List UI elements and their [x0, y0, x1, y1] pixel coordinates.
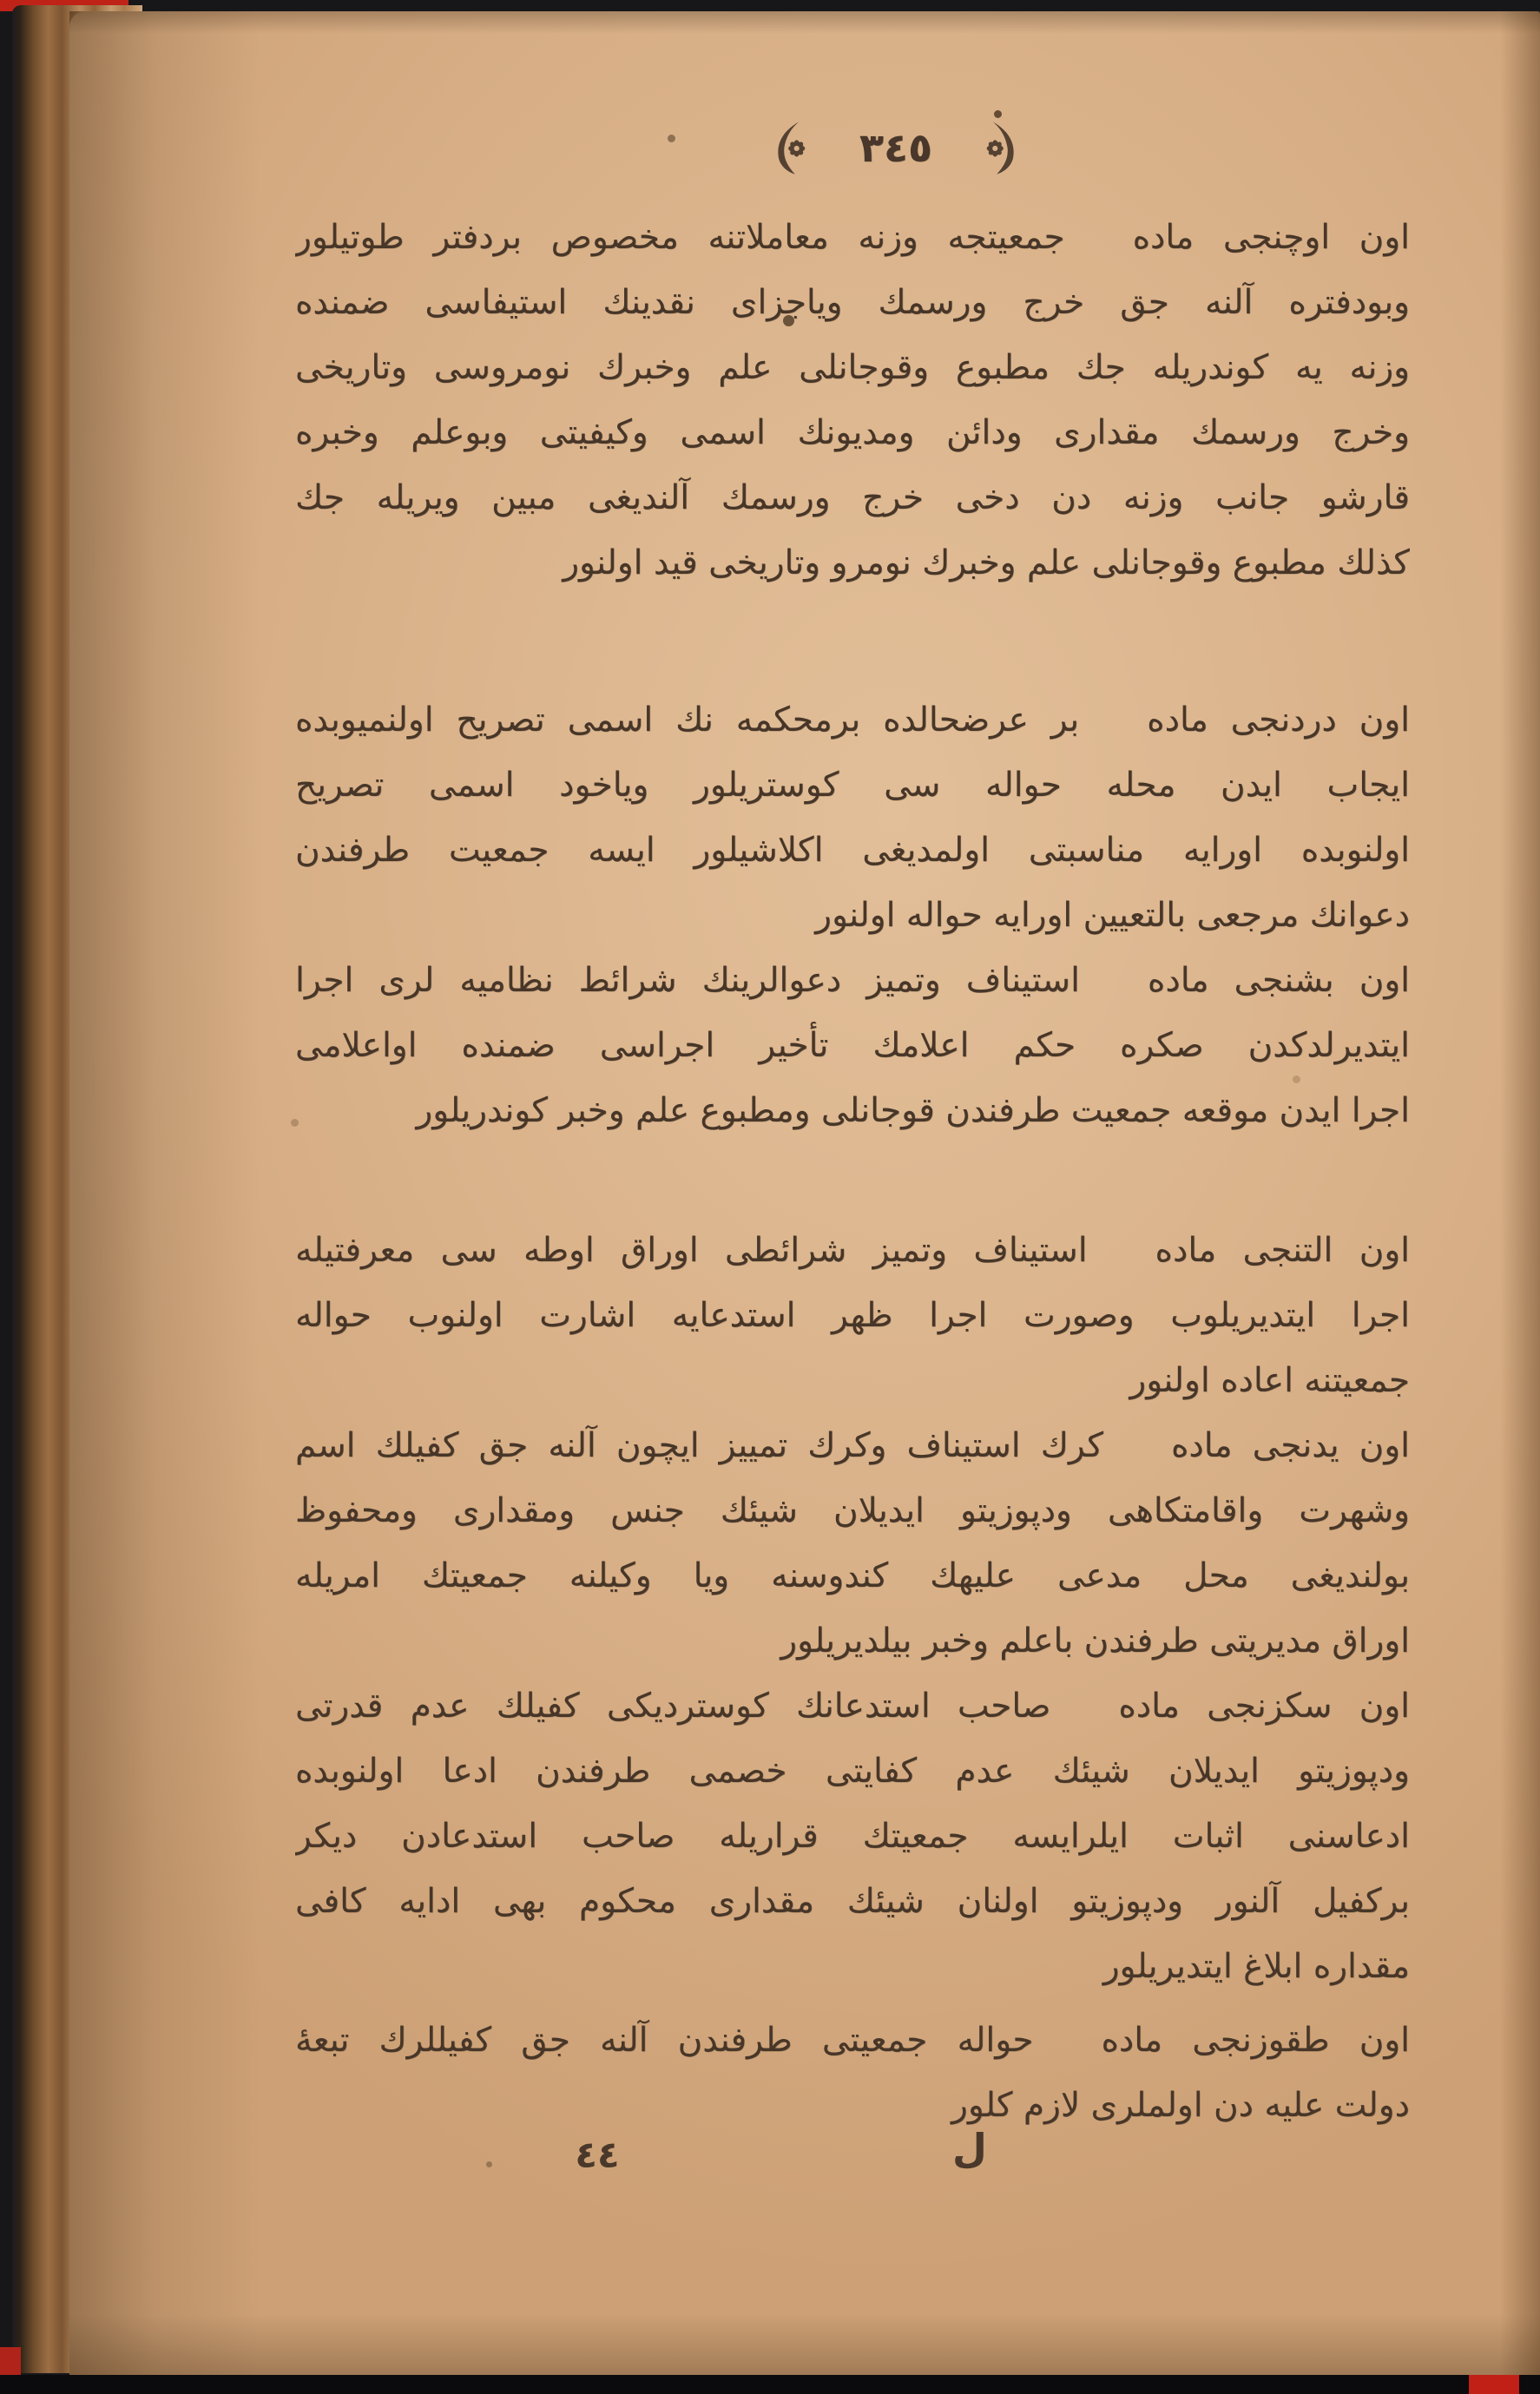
text-line: ایتدیرلدكدن صكره حكم اعلامك تأخیر اجراسی ضمنده اواعلامی — [295, 1026, 1410, 1065]
text-line: ادعاسنی اثبات ایلرایسه جمعیتك قراریله صاحب استدعادن دیكر — [295, 1817, 1410, 1856]
text-line: اون یدنجی ماده كرك استیناف وكرك تمییز ایچون آلنه جق كفیلك اسم — [295, 1426, 1410, 1465]
text-line: اون سكزنجی ماده صاحب استدعانك كوستردیكی كفیلك عدم قدرتی — [295, 1687, 1410, 1726]
text-line: دعوانك مرجعی بالتعیین اورایه حواله اولنور — [815, 896, 1410, 935]
text-line: اجرا ایتدیریلوب وصورت اجرا ظهر استدعایه اشارت اولنوب حواله — [295, 1296, 1410, 1335]
catchword: ل — [952, 2125, 987, 2172]
body-text — [295, 205, 1410, 2138]
paragraph-madde-13 — [295, 205, 1410, 595]
text-line: اون دردنجی ماده بر عرضحالده برمحكمه نك اسمی تصریح اولنمیوبده — [295, 700, 1410, 740]
text-line: دولت علیه دن اولملری لازم كلور — [951, 2086, 1410, 2125]
scan-red-mark-bottom-right — [1469, 2375, 1519, 2394]
page-header — [339, 108, 1453, 187]
text-line: ایجاب ایدن محله حواله سی كوستریلور ویاخود اسمی تصریح — [295, 766, 1410, 805]
paragraph-madde-17 — [295, 1413, 1410, 1674]
floral-ornament-right-icon — [981, 119, 1021, 176]
text-line: اجرا ایدن موقعه جمعیت طرفندن قوجانلی ومطبوع علم وخبر كوندریلور — [416, 1091, 1410, 1130]
text-line: بركفیل آلنور ودپوزیتو اولنان شیئك مقداری محكوم بهی ادایه كافی — [295, 1882, 1410, 1921]
gutter-shadow — [69, 11, 260, 2375]
text-line: اولنوبده اورایه مناسبتی اولمدیغی اكلاشیلور ایسه جمعیت طرفندن — [295, 831, 1410, 870]
text-line: وخرج ورسمك مقداری ودائن ومدیونك اسمی وكیفیتی وبوعلم وخبره — [295, 413, 1410, 452]
paragraph-madde-14 — [295, 687, 1410, 948]
text-line: بولندیغی محل مدعی علیهك كندوسنه ویا وكیلنه جمعیتك امریله — [295, 1556, 1410, 1595]
page-top-shadow — [69, 11, 1540, 34]
text-line: وبودفتره آلنه جق خرج ورسمك ویاجزای نقدینك استیفاسی ضمنده — [295, 283, 1410, 322]
page-number: ٣٤٥ — [859, 124, 933, 171]
text-line: قارشو جانب وزنه دن دخی خرج ورسمك آلندیغی مبین ویریله جك — [295, 478, 1410, 517]
text-line: اون طقوزنجی ماده حواله جمعیتی طرفندن آلنه جق كفیللرك تبعهٔ — [295, 2021, 1410, 2060]
text-line: اون بشنجی ماده استیناف وتمیز دعوالرینك شرائط نظامیه لری اجرا — [295, 961, 1410, 1000]
text-line: اوراق مدیریتی طرفندن باعلم وخبر بیلدیریلور — [780, 1621, 1410, 1661]
text-line: وشهرت واقامتكاهی ودپوزیتو ایدیلان شیئك جنس ومقداری ومحفوظ — [295, 1491, 1410, 1530]
paragraph-madde-18 — [295, 1674, 1410, 1999]
text-line: اون اوچنجی ماده جمعیتجه وزنه معاملاتنه مخصوص بردفتر طوتیلور — [295, 218, 1410, 257]
floral-ornament-left-icon — [771, 119, 811, 176]
page-right-edge-shadow — [1500, 11, 1540, 2375]
folio-number: ٤٤ — [575, 2134, 620, 2176]
text-line: مقداره ابلاغ ایتدیریلور — [1102, 1947, 1410, 1986]
paragraph-madde-19 — [295, 2008, 1410, 2138]
text-line: جمعیتنه اعاده اولنور — [1129, 1361, 1410, 1400]
paragraph-madde-15 — [295, 948, 1410, 1143]
page-bottom-shadow — [69, 2314, 1540, 2375]
text-line: اون التنجی ماده استیناف وتمیز شرائطی اوراق اوطه سی معرفتیله — [295, 1231, 1410, 1270]
text-line: ودپوزیتو ایدیلان شیئك عدم كفایتی خصمی طرفندن ادعا اولنوبده — [295, 1752, 1410, 1791]
paper-specks — [0, 0, 6, 6]
text-line: وزنه یه كوندریله جك مطبوع وقوجانلی علم وخبرك نومروسی وتاریخی — [295, 348, 1410, 387]
text-line: كذلك مطبوع وقوجانلی علم وخبرك نومرو وتاریخی قید اولنور — [563, 543, 1410, 582]
paragraph-madde-16 — [295, 1218, 1410, 1413]
scan-bottom-strip — [0, 2375, 1540, 2394]
